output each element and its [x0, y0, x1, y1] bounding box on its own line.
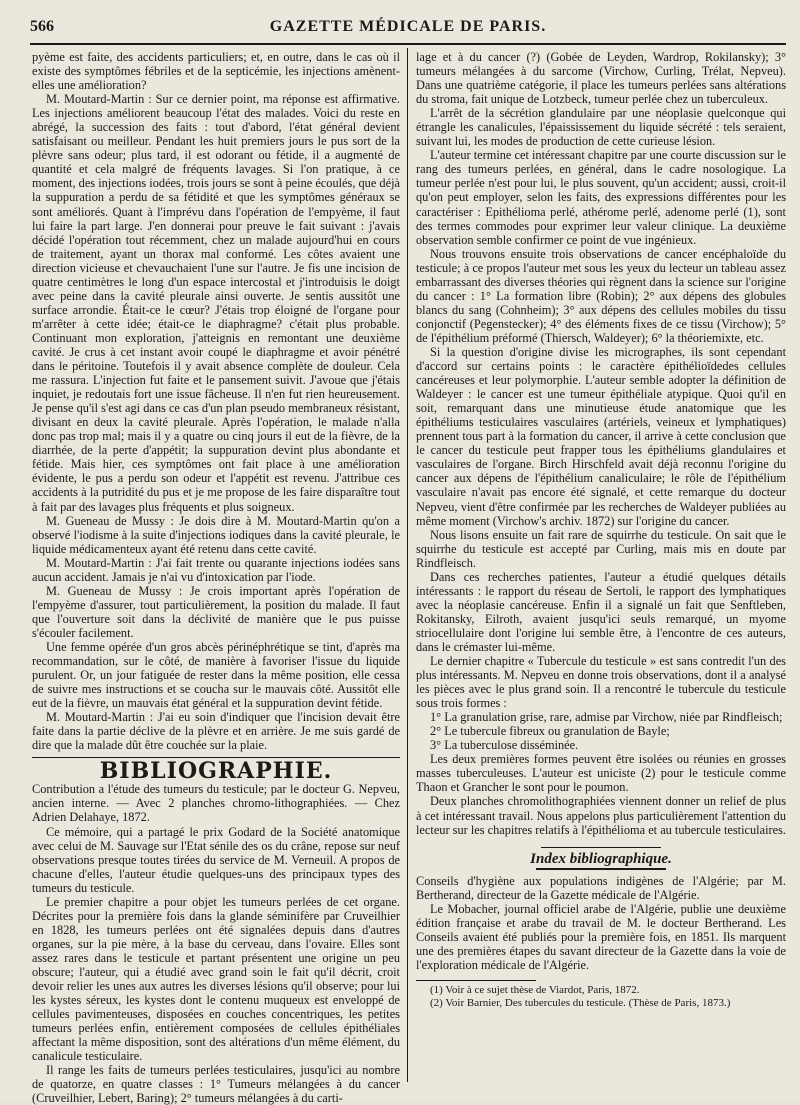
column-divider [407, 48, 408, 1082]
paragraph: Le dernier chapitre « Tubercule du testicule » est sans contredit l'un des plus intéressants. M. Nepveu en donne trois observations, dont il a analysé les pièces avec le plus grand soin. Il a rencontré le tubercule du testicule sous trois formes : [416, 654, 786, 711]
paragraph: Dans ces recherches patientes, l'auteur a étudié quelques détails intéressants : le rapport du réseau de Sertoli, le rapport des lymphatiques avec la néoplasie cancéreuse. Enfin il a signalé un fait que Senftleben, Rokitansky, Eilroth, avaient jusqu'ici seuls remarqué, un myome striocellulaire dont l'origine lui semble être, à l'encontre de ces auteurs, dans le crémaster lui-même. [416, 569, 786, 654]
index-heading-block [416, 847, 786, 870]
list-item: 2° Le tubercule fibreux ou granulation de Bayle; [430, 724, 670, 739]
paragraph: Une femme opérée d'un gros abcès périnéphrétique se tint, d'après ma recommandation, sur le côté, de manière à favoriser l'issue du liquide purulent. Or, un jour fatiguée de rester dans la même position, elle cessa de suivre mes instructions et se coucha sur le mauvais côté. Aussitôt elle eut de la fièvre, un mauvais état général et la suppuration devint fétide. [32, 639, 400, 711]
paragraph: Nous trouvons ensuite trois observations de cancer encéphaloïde du testicule; à ce propos l'auteur met sous les yeux du lecteur un tableau assez embarrassant des diverses théories qui règnent dans la science sur l'origine du cancer : 1° La formation libre (Robin); 2° aux dépens des globules blancs du sang (Cohnheim); 3° aux dépens des cellules mobiles du tissu conjonctif (Pegenstecker); 4° des éléments fixes de ce tissu (Virchow); 5° de l'épithélium préformé (Thiersch, Waldeyer); 6° la théoriemixte, etc. [416, 246, 786, 345]
footnote: (2) Voir Barnier, Des tubercules du testicule. (Thèse de Paris, 1873.) [430, 997, 731, 1009]
paragraph: Nous lisons ensuite un fait rare de squirrhe du testicule. On sait que le squirrhe du testicule est accepté par Curling, mais mis en doute par Rindfleisch. [416, 527, 786, 570]
paragraph: L'arrêt de la sécrétion glandulaire par une néoplasie quelconque qui étrangle les canalicules, l'épaississement du liquide sécrété : tels seraient, suivant lui, les modes de production de cette curieuse lésion. [416, 106, 786, 149]
paragraph: Si la question d'origine divise les micrographes, ils sont cependant d'accord sur certains points : le caractère épithélioïdedes cellules cancéreuses et leur polymorphie. L'auteur semble adopter la définition de Waldeyer : le cancer est une tumeur épithéliale atypique. Quoi qu'il en soit, remarquant dans une minutieuse étude anatomique que les épithéliums testiculaires vasculaires (artériels, veineux et lymphatiques) prennent tous part à la formation du cancer, il arrive à cette conclusion que le cancer du testicule peut frapper tous les épithéliums glandulaires et vasculaires de l'organe. Birch Hirschfeld avait déjà reconnu l'origine du cancer aux dépens de l'épithélium canaliculaire; le rôle de l'épithélium vasculaire n'avait pas encore été signalé, et cette remarque du docteur Nepveu, vient d'être confirmée par les recherches de Waldeyer publiées au même moment (Virchow's archiv. 1872) sur l'origine du cancer. [416, 344, 786, 528]
paragraph: M. Gueneau de Mussy : Je crois important après l'opération de l'empyème d'assurer, tout particulièrement, la position du malade. Il faut que l'ouverture soit dans la déclivité de manière que le pus puisse s'écouler facilement. [32, 583, 400, 640]
paragraph: Ce mémoire, qui a partagé le prix Godard de la Société anatomique avec celui de M. Sauvage sur l'Etat sénile des os du crâne, repose sur neuf observations presque toutes tirées du service de M. Verneuil. A propos de chacune d'elles, l'auteur étudie quelques-uns des principaux types des tumeurs du testicule. [32, 824, 400, 895]
paragraph: M. Moutard-Martin : J'ai fait trente ou quarante injections iodées sans aucun accident. Jamais je n'ai vu d'intoxication par l'iode. [32, 555, 400, 584]
section-title: BIBLIOGRAPHIE. [99, 758, 333, 785]
list-item: 1° La granulation grise, rare, admise par Virchow, niée par Rindfleisch; [430, 710, 783, 725]
paragraph: L'auteur termine cet intéressant chapitre par une courte discussion sur le rang des tumeurs perlées, en général, dans le cadre nosologique. La tumeur perlée n'est pour lui, le plus souvent, qu'un accident; aussi, croit-il qu'on peut employer, selon les faits, des expressions différentes pour les caractériser : Epithélioma perlé, athérome perlé, adenome perlé (1), sont des termes commodes pour exprimer leur valeur clinique. La deuxième observation semble confirmer ce point de vue ingénieux. [416, 148, 786, 247]
paragraph: pyème est faite, des accidents particuliers; et, en outre, dans le cas où il existe des symptômes fébriles et de la septicémie, les injections amènent-elles une amélioration? [32, 50, 400, 93]
page-number: 566 [30, 18, 54, 35]
bibliography-entry: Contribution a l'étude des tumeurs du testicule; par le docteur G. Nepveu, ancien interne. — Avec 2 planches chromo-lithographiées. — Chez Adrien Delahaye, 1872. [32, 782, 400, 825]
paragraph: Le Mobacher, journal officiel arabe de l'Algérie, publie une deuxième édition française et arabe du travail de M. le docteur Bertherand. Les Conseils avaient été publiés pour la première fois, en 1851. Ils marquent une des premières étapes du savant directeur de la Gazette dans la voie de l'exploration médicale de l'Algérie. [416, 901, 786, 972]
left-column [32, 50, 400, 1105]
paragraph: M. Moutard-Martin : Sur ce dernier point, ma réponse est affirmative. Les injections améliorent beaucoup l'état des malades. Voici du reste en abrégé, la succession des faits : tout d'abord, l'état général devient satisfaisant ou meilleur. Pendant les huit premiers jours le pus sort de la plèvre sans odeur; plus tard, il est odorant ou fétide, il a augmenté de quantité et cela malgré de fréquents lavages. Si l'on pratique, à ce moment, des injections iodées, trois jours se sont à peine écoulés, que déjà la suppuration a perdu de sa fétidité et que les symptômes généraux se sont améliorés. Quant à l'imprévu dans l'opération de l'empyème, il faut lui faire la part large. J'en donnerai pour preuve le fait suivant : j'avais décidé l'opération tout récemment, chez un malade aujourd'hui en cours de traitement, ayant un thorax mal conformé. Les côtes avaient une direction vicieuse et chevauchaient l'une sur l'autre. Je fis une incision de quatre centimètres le long d'un espace intercostal et j'introduisis le doigt avec peine dans la cavité pleurale ainsi ouverte. Je sentis aussitôt une surface arrondie. Était-ce le cœur? J'étais trop éloigné de l'organe pour m'arrêter à cette idée; était-ce le diaphragme? c'était plus probable. Continuant mon exploration, j'atteignis en remontant une deuxième cavité. Je crus à cet instant avoir coupé le diaphragme et avoir pénétré dans le péritoine. Toutefois il y avait absence complète de douleur. Cela me rassura. L'injection fut faite et le pansement suivit. J'avoue que j'étais inquiet, je redoutais fort une issue fâcheuse. Il n'en fut rien heureusement. Je pense qu'il s'est agi dans ce cas d'un plan pseudo membraneux résistant, divisant en deux la cavité pleurale. Après l'opération, le malade n'alla donc pas trop mal; mais il y a quatre ou cinq jours il eut de la fièvre, de la diarrhée, de la perte d'appétit; la suppuration devint plus abondante et fétide. Mais hier, ces symptômes ont fait place à une amélioration évidente, le pus a perdu son odeur et l'appétit est revenu. J'attribue ces accidents à la putridité du pus et je me propose de les faire disparaître tout à fait par des lavages plus fréquents et plus soigneux. [32, 92, 400, 514]
paragraph: lage et à du cancer (?) (Gobée de Leyden, Wardrop, Rokilansky); 3° tumeurs mélangées à du sarcome (Virchow, Curling, Trélat, Nepveu). Dans une quatrième catégorie, il place les tumeurs perlées sans altérations du stroma, fait unique de Lotzbeck, tumeur perlée chez un tuberculeux. [416, 50, 786, 107]
footnote: (1) Voir à ce sujet thèse de Viardot, Paris, 1872. [430, 984, 640, 996]
index-underline [536, 868, 666, 870]
paragraph: Il range les faits de tumeurs perlées testiculaires, jusqu'ici au nombre de quatorze, en quatre classes : 1° Tumeurs mélangées à du cancer (Cruveilhier, Lebert, Baring); 2° tumeurs mélangées à du carti- [32, 1063, 400, 1105]
header-rule [30, 43, 786, 45]
paragraph: M. Moutard-Martin : J'ai eu soin d'indiquer que l'incision devait être faite dans la partie déclive de la plèvre et en arrière. Je me suis gardé de dire que la malade dût être couchée sur la plaie. [32, 710, 400, 753]
index-rule [541, 847, 661, 848]
paragraph: Le premier chapitre a pour objet les tumeurs perlées de cet organe. Décrites pour la première fois dans la glande séminifère par Cruveilhier en 1828, les tumeurs perlées ont été signalées depuis dans d'autres organes, sur la pie mère, à la base du cerveau, dans l'ovaire. Elles sont assez rares dans le testicule et partant présentent une origine un peu obscure; l'auteur, qui a étudié avec grand soin le fait qu'il décrit, croit devoir relier les unes aux autres les diverses lésions qu'il observe; pour lui les kystes séreux, les kystes dont le contenu muqueux est enveloppé de cellules pavimenteuses, disposées en couches concentriques, les petites tumeurs perlées enfin, entièrement composées de cellules épithéliales affectant la même disposition, sont des altérations d'un même élément, du canalicule testiculaire. [32, 894, 400, 1064]
footnote-rule [416, 980, 536, 981]
journal-title: GAZETTE MÉDICALE DE PARIS. [269, 18, 547, 35]
index-entry: Conseils d'hygiène aux populations indigènes de l'Algérie; par M. Bertherand, directeur de la Gazette médicale de l'Algérie. [416, 873, 786, 902]
page-header [30, 16, 786, 40]
paragraph: Deux planches chromolithographiées viennent donner un relief de plus à cet intéressant travail. Nous appelons plus particulièrement l'attention du lecteur sur les chapitres relatifs à l'épithélioma et au tubercule testiculaires. [416, 794, 786, 837]
list-item: 3° La tuberculose disséminée. [430, 738, 579, 753]
index-title: Index bibliographique. [530, 850, 672, 867]
paragraph: M. Gueneau de Mussy : Je dois dire à M. Moutard-Martin qu'on a observé l'iodisme à la suite d'injections iodiques dans la cavité pleurale, le liquide médicamenteux ayant été retenu dans cette cavité. [32, 513, 400, 556]
right-column [416, 50, 786, 1080]
paragraph: Les deux premières formes peuvent être isolées ou réunies en grosses masses tuberculeuses. L'auteur est uniciste (2) pour le testicule comme Thaon et Grancher le sont pour le poumon. [416, 752, 786, 795]
